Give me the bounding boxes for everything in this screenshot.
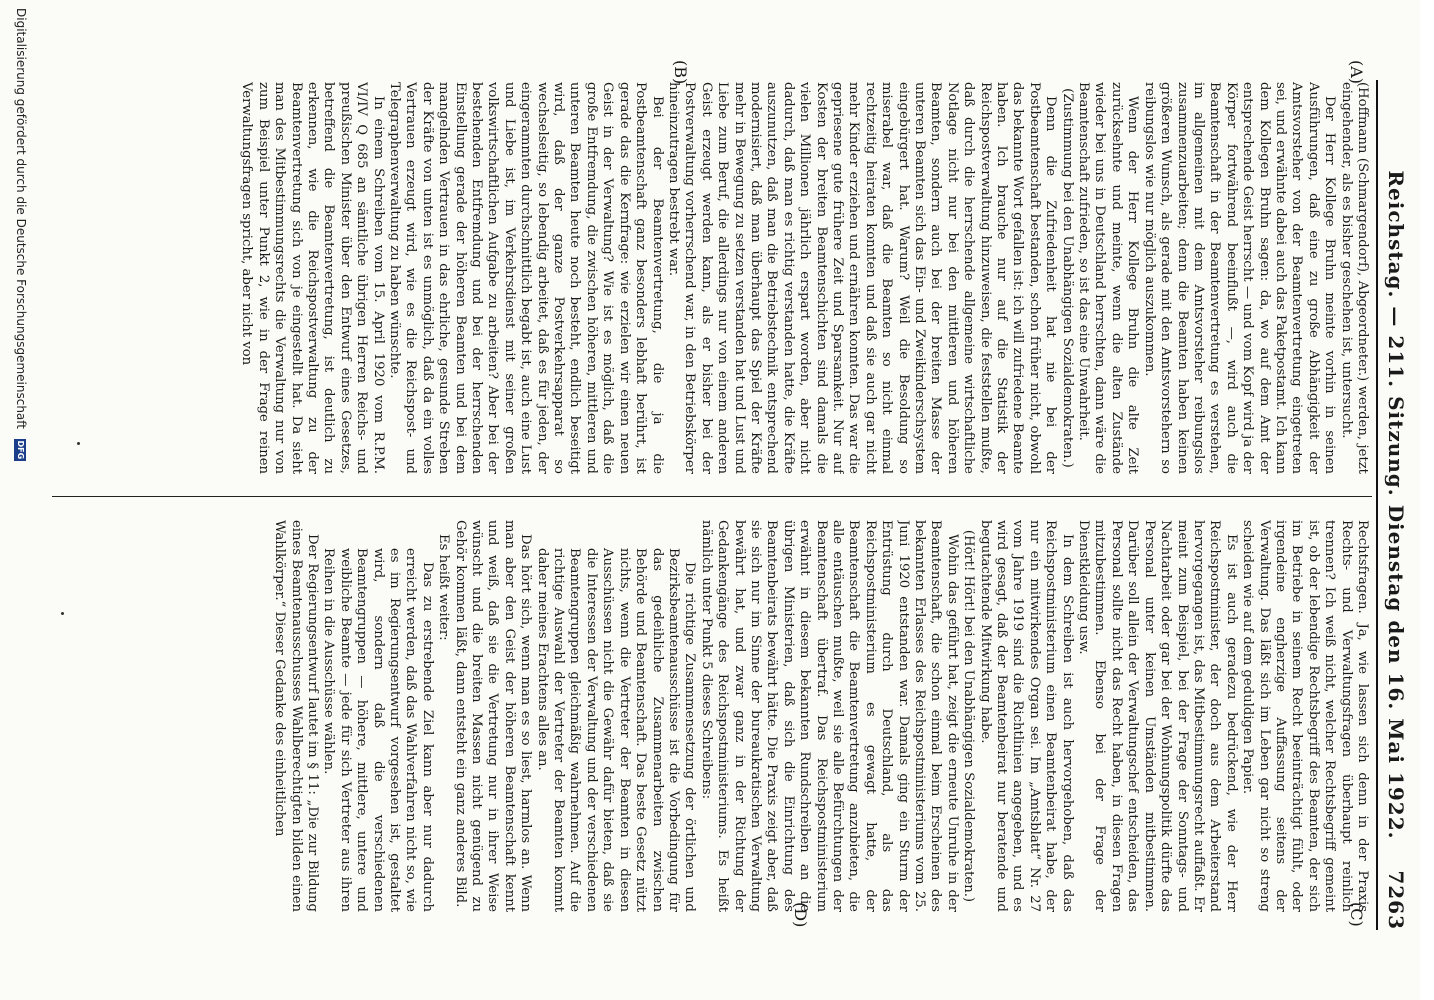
quoted-paragraph: Das zu erstrebende Ziel kann aber nur dadurch erreicht werden, daß das Wahlverfahren nicht so, wie es im Regierungsentwurf vorgesehen ist, gestaltet wird, sondern daß die verschiedenen Beamtengruppen — höhere, mittlere, untere und weibliche Beamte — jede für sich Vertreter aus ihren Reihen in die Ausschüsse wählen. (321, 548, 435, 912)
dfg-logo: DFG (16, 440, 26, 460)
paragraph: Der Regierungsentwurf lautet im § 11: „Die zur Bildung eines Beamtenausschusses Wahlberechtigten bilden einen Wahlkörper.“ Dieser Gedanke des einheitlichen (272, 520, 320, 912)
page-header (1376, 80, 1412, 930)
interjection: (Zustimmung bei den Unabhängigen Sozialdemokraten.) (1059, 88, 1075, 468)
paragraph: (Hoffmann (Schmargendorf), Abgeordneter.) werden, jetzt eingehender, als es bisher geschehen ist, untersucht. (1338, 82, 1370, 474)
paragraph: Denn die Zufriedenheit hat nie bei der Postbeamtenschaft bestanden, schon früher nicht, obwohl das bekannte Wort gefallen ist: ich will zufriedene Beamte haben. Ich brauche nur auf die Statistik der Reichspostverwaltung hinzuweisen, die feststellen mußte, daß durch die herrschende allgemeine wirtschaftliche Notlage nicht nur bei den mittleren und höheren Beamten, sondern auch bei der breiten Masse der unteren Beamten sich das Ein- und Zweikinderschsystem eingebürgert hat. Warum? Weil die Besoldung so miserabel war, daß die Beamten so nicht einmal rechtzeitig heiraten konnten und daß sie auch gar nicht mehr Kinder erziehen und ernähren konnten. Das war die gepriesene gute frühere Zeit und Sparsamkeit. Nur auf Kosten der breiten Beamtenschichten sind damals die vielen Millionen jährlich erspart worden, aber nicht dadurch, daß man es richtig verstanden hatte, die Kräfte auszunutzen, daß man die Betriebstechnik entsprechend modernisiert, daß man überhaupt das Spiel der Kräfte mehr in Bewegung zu setzen verstanden hat und Lust und Liebe zum Beruf, die allerdings nur von einem anderen Geist erzeugt werden kann, als er bisher bei der Postverwaltung vorherrschend war, in den Betriebskörper hineinzutragen bestrebt war. (665, 82, 1059, 474)
paragraph: In dem Schreiben ist auch hervorgehoben, daß das Reichspostministerium einen Beamtenbeirat habe, der nur ein mitwirkendes Organ sei. Im „Amtsblatt“ Nr. 27 vom Jahre 1919 sind die Richtlinien angegeben, und es wird gesagt, daß der Beamtenbeirat nur beratende und begutachtende Mitwirkung habe. (977, 520, 1075, 912)
scan-speck (77, 442, 80, 445)
left-text-column (70, 82, 1370, 474)
paragraph: Es heißt weiter: (436, 534, 452, 641)
margin-marker-b: (B) (671, 60, 690, 85)
paragraph: Der Herr Kollege Bruhn meinte vorhin in seinen Ausführungen, daß eine zu große Abhängigkeit der Amtsvorsteher von der Beamtenvertretung eingetreten sei, und erwähnte dabei auch das Paketpostamt. Ich kann dem Kollegen Bruhn sagen: da, wo auf dem Amt der entsprechende Geist herrscht — und vom Kopf wird ja der Körper fortwährend beeinflußt —, wird auch die Beamtenschaft in der Beamtenvertretung es verstehen, im allgemeinen mit dem Amtsvorsteher reibungslos zusammenzuarbeiten; denn die Beamten haben keinen größeren Wunsch, als gerade mit den Amtsvorstehern so reibungslos wie nur möglich auszukommen. (1141, 82, 1338, 474)
header-title: Reichstag. — 211. Sitzung. Dienstag den 16. Mai 1922. (1384, 170, 1408, 840)
paragraph: Es ist auch geradezu bedrückend, wie der Herr Reichspostminister, der doch aus dem Arbeiterstand hervorgegangen ist, das Mitbestimmungsrecht auffaßt. Er meint zum Beispiel, bei der Frage der Sonntags- und Nachtarbeit oder gar bei der Wohnungspolitik dürfte das Personal unter keinen Umständen mitbestimmen. Darüber soll allein der Verwaltungschef entscheiden, das Personal sollte nicht das Recht haben, in diesen Fragen mitzubestimmen. Ebenso bei der Frage der Dienstkleidung usw. (1076, 520, 1239, 912)
paragraph: Wohin das geführt hat, zeigt die erneute Unruhe in der Beamtenschaft, die schon einmal beim Erscheinen des bekannten Erlasses des Reichspostministeriums vom 25. Juni 1920 entstanden war. Damals ging ein Sturm der Entrüstung durch Deutschland, als das Reichspostministerium es gewagt hatte, der Beamtenschaft die Beamtenvertretung anzubieten, die alle entäuschen mußte, weil sie alle Befürchtungen der Beamtenschaft übertraf. Das Reichspostministerium erwähnt in diesem bekannten Rundschreiben an die übrigen Ministerien, daß sich die Einrichtung des Beamtenbeirats bewährt hätte. Die Praxis zeigt aber, daß sie sich nur im Sinne der bureaukratischen Verwaltung bewährt hat, und zwar ganz in der Richtung der Gedankengänge des Reichspostministeriums. Es heißt nämlich unter Punkt 5 dieses Schreibens: (698, 520, 960, 912)
paragraph: In einem Schreiben vom 15. April 1920 vom R.P.M. VI/IV Q 685 an sämtliche übrigen Herren Reichs- und preußischen Minister über den Entwurf eines Gesetzes, betreffend die Beamtenvertretung, ist deutlich zu erkennen, wie die Reichspostverwaltung zu der Beamtenvertretung sich von je eingestellt hat. Da sieht man des Mitbestimmungsrechts die Verwaltung nur von zum Beispiel unter Punkt 2, wie in der Frage reinen Verwaltungsfragen spricht, aber nicht von (239, 82, 386, 474)
column-divider (52, 496, 1372, 497)
margin-marker-c: (C) (1347, 902, 1366, 927)
scan-speck (61, 612, 64, 615)
paragraph: Rechtsfragen. Ja, wie lassen sich denn in der Praxis Rechts- und Verwaltungsfragen überhaupt reinlich trennen? Ich weiß nicht, welcher Rechtsbegriff gemeint ist, ob der lebendige Rechtsbegriff des Beamten, der sich im Betriebe in seinem Recht beeinträchtigt fühlt, oder irgendeine engherzige Auffassung seitens der Verwaltung. Das läßt sich im Leben gar nicht so streng scheiden wie auf dem geduldigen Papier. (1240, 520, 1370, 912)
quoted-paragraph: Die richtige Zusammensetzung der örtlichen und Bezirksbeamtenausschüsse ist die Vorbedingung für das gedeihliche Zusammenarbeiten zwischen Behörde und Beamtenschaft. Das beste Gesetz nützt nichts, wenn die Vertreter der Beamten in diesen Ausschüssen nicht die Gewähr dafür bieten, daß sie die Interessen der Verwaltung und der verschiedenen Beamtengruppen gleichmäßig wahrnehmen. Auf die richtige Auswahl der Vertreter der Beamten kommt daher meines Erachtens alles an. (534, 548, 698, 912)
paragraph: Wenn der Herr Kollege Bruhn die alte Zeit zurücksehnte und meinte, wenn die alten Zustände wieder bei uns in Deutschland herrschten, dann wäre die Beamtenschaft zufrieden, so ist das eine Unwahrheit. (1076, 82, 1141, 474)
margin-marker-a: (A) (1347, 60, 1366, 85)
footer-text: Digitalisierung gefördert durch die Deutsche Forschungsgemeinschaft (14, 8, 28, 430)
digitization-footer (12, 8, 28, 960)
page-number: 7263 (1384, 870, 1408, 930)
paragraph: Bei der Beamtenvertretung, die ja die Postbeamtenschaft ganz besonders lebhaft berührt, ist gerade das die Kernfrage: wie erzielen wir einen neuen Geist in der Verwaltung? Wie ist es möglich, daß die große Entfremdung, die zwischen höheren, mittleren und unteren Beamten heute noch besteht, endlich beseitigt wird, daß der ganze Postverkehrsapparat so wechselseitig, so lebendig arbeitet, daß es für jeden, der eingerammten durchschnittlich begabt ist, auch eine Lust und Liebe ist, im Verkehrsdienst mit seiner großen volkswirtschaftlichen Aufgabe zu arbeiten? Aber bei der bestehenden Entfremdung und bei der herrschenden Einstellung gerade der höheren Beamten und bei dem mangelnden Vertrauen in das ehrliche, gesunde Streben der Kräfte von unten ist es unmöglich, daß da ein volles Vertrauen erzeugt wird, wie es die Reichspost- und Telegraphenverwaltung zu haben wünschte. (387, 82, 665, 474)
margin-marker-d: (D) (791, 902, 810, 928)
paragraph: Das hört sich, wenn man es so liest, harmlos an. Wenn man aber den Geist der höheren Beamtenschaft kennt und weiß, daß sie die Vertretung nur in ihrer Weise wünscht und die breiten Massen nicht genügend zu Gehör kommen läßt, dann entsteht ein ganz anderes Bild. (452, 520, 534, 912)
interjection: (Hört! Hört! bei den Unabhängigen Sozialdemokraten.) (961, 529, 977, 903)
right-text-column (70, 520, 1370, 912)
